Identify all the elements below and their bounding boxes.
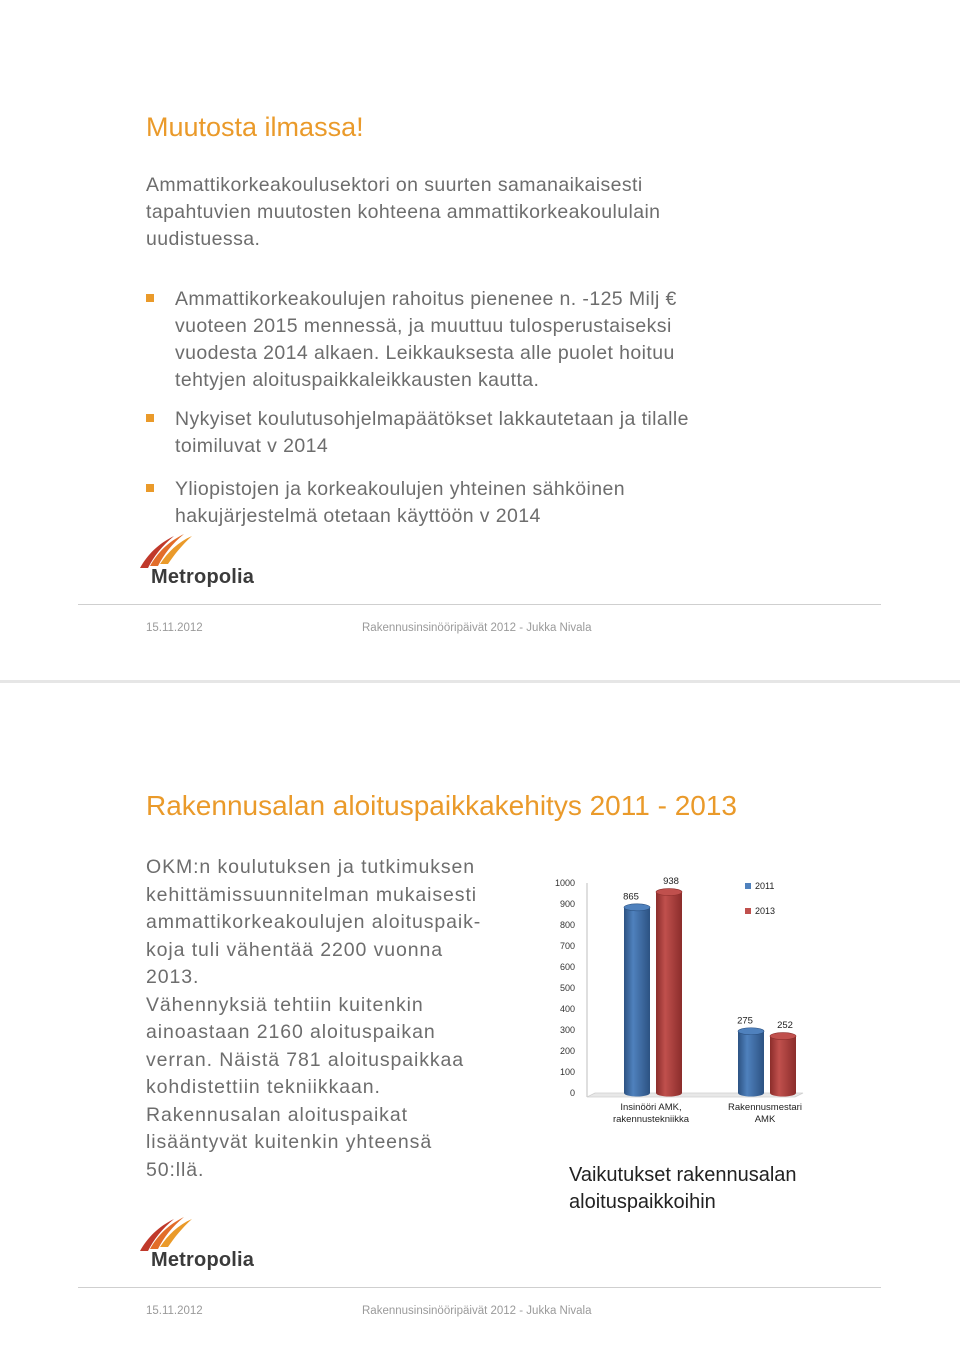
slide-title: Rakennusalan aloituspaikkakehitys 2011 - 2013 (146, 790, 737, 821)
bar-top-2013 (656, 889, 682, 896)
bullet-square-icon (146, 294, 154, 302)
y-tick-label: 0 (569, 1088, 575, 1098)
x-tick-label: rakennustekniikka (612, 1114, 690, 1125)
bar-chart (545, 863, 815, 1153)
y-tick-label: 500 (559, 983, 575, 993)
legend-label: 2013 (755, 906, 776, 916)
slide-title: Muutosta ilmassa! (146, 112, 364, 142)
bar-top-2013 (770, 1033, 796, 1040)
body-line: OKM:n koulutuksen ja tutkimuksen (146, 856, 476, 878)
footer-divider (78, 604, 881, 605)
body-line: ammattikorkeakoulujen aloituspaik- (146, 911, 482, 933)
x-tick-label: Insinööri AMK, (620, 1102, 682, 1113)
y-tick-label: 600 (559, 962, 575, 972)
data-label: 938 (663, 876, 679, 888)
footer-divider (78, 1287, 881, 1288)
bar-2011 (624, 907, 650, 1096)
slide-2 (0, 683, 960, 1367)
y-tick-label: 900 (559, 899, 575, 909)
x-tick-label: Rakennusmestari (728, 1102, 802, 1113)
bullet-square-icon (146, 414, 154, 422)
bar-2013 (656, 892, 682, 1096)
bullet-line: tehtyjen aloituspaikkaleikkausten kautta. (175, 369, 540, 391)
caption-line: aloituspaikkoihin (569, 1191, 716, 1213)
bullet-square-icon (146, 484, 154, 492)
body-line: 2013. (146, 966, 200, 988)
y-tick-label: 800 (559, 920, 575, 930)
y-tick-label: 300 (559, 1025, 575, 1035)
y-tick-label: 1000 (554, 878, 575, 888)
x-tick-label: AMK (754, 1114, 776, 1125)
slide-1 (0, 0, 960, 680)
legend-label: 2011 (755, 881, 775, 891)
body-line: kehittämissuunnitelman mukaisesti (146, 883, 477, 906)
y-tick-label: 200 (559, 1046, 575, 1056)
body-paragraph (146, 854, 481, 1184)
data-label: 275 (737, 1015, 753, 1027)
bullet-line: Nykyiset koulutusohjelmapäätökset lakkautetaan ja tilalle (175, 408, 689, 430)
body-line: 50:llä. (146, 1158, 205, 1181)
bullet-line: Ammattikorkeakoulujen rahoitus pienenee n. -125 Milj € (175, 288, 677, 310)
bar-top-2011 (738, 1028, 764, 1035)
intro-paragraph (146, 172, 660, 253)
legend-swatch-2011 (745, 883, 751, 889)
y-tick-label: 400 (559, 1004, 575, 1014)
bar-top-2011 (624, 904, 650, 911)
bullet-line: vuodesta 2014 alkaen. Leikkauksesta alle puolet hoituu (175, 342, 675, 364)
body-line: Vähennyksiä tehtiin kuitenkin (146, 993, 424, 1016)
data-label: 865 (623, 891, 639, 903)
footer-text: Rakennusinsinööripäivät 2012 - Jukka Nivala (362, 622, 592, 634)
intro-line: tapahtuvien muutosten kohteena ammattikorkeakoululain (146, 201, 661, 223)
bullet-line: hakujärjestelmä otetaan käyttöön v 2014 (175, 505, 541, 527)
body-line: Rakennusalan aloituspaikat (146, 1103, 408, 1126)
data-label: 252 (777, 1020, 793, 1032)
body-line: kohdistettiin tekniikkaan. (146, 1076, 381, 1098)
footer-date: 15.11.2012 (146, 1305, 203, 1317)
caption-line: Vaikutukset rakennusalan (569, 1164, 797, 1186)
intro-line: Ammattikorkeakoulusektori on suurten samanaikaisesti (146, 174, 643, 196)
y-tick-label: 100 (559, 1067, 575, 1077)
footer-text: Rakennusinsinööripäivät 2012 - Jukka Nivala (362, 1305, 592, 1317)
body-line: ainoastaan 2160 aloituspaikan (146, 1021, 436, 1043)
logo-text: Metropolia (151, 566, 255, 588)
footer-date: 15.11.2012 (146, 622, 203, 634)
metropolia-logo (132, 1213, 262, 1283)
y-tick-label: 700 (559, 941, 575, 951)
bar-2011 (738, 1031, 764, 1096)
bullet-line: vuoteen 2015 mennessä, ja muuttuu tulosperustaiseksi (175, 315, 672, 337)
intro-line: uudistuessa. (146, 228, 261, 250)
chart-caption (569, 1162, 797, 1216)
bar-2013 (770, 1036, 796, 1096)
body-line: lisääntyvät kuitenkin yhteensä (146, 1131, 433, 1153)
legend-swatch-2013 (745, 908, 751, 914)
body-line: koja tuli vähentää 2200 vuonna (146, 938, 443, 961)
logo-text: Metropolia (151, 1249, 255, 1271)
metropolia-logo (132, 530, 262, 600)
bullet-line: Yliopistojen ja korkeakoulujen yhteinen sähköinen (175, 478, 625, 500)
bullet-line: toimiluvat v 2014 (175, 435, 329, 457)
body-line: verran. Näistä 781 aloituspaikkaa (146, 1048, 465, 1071)
